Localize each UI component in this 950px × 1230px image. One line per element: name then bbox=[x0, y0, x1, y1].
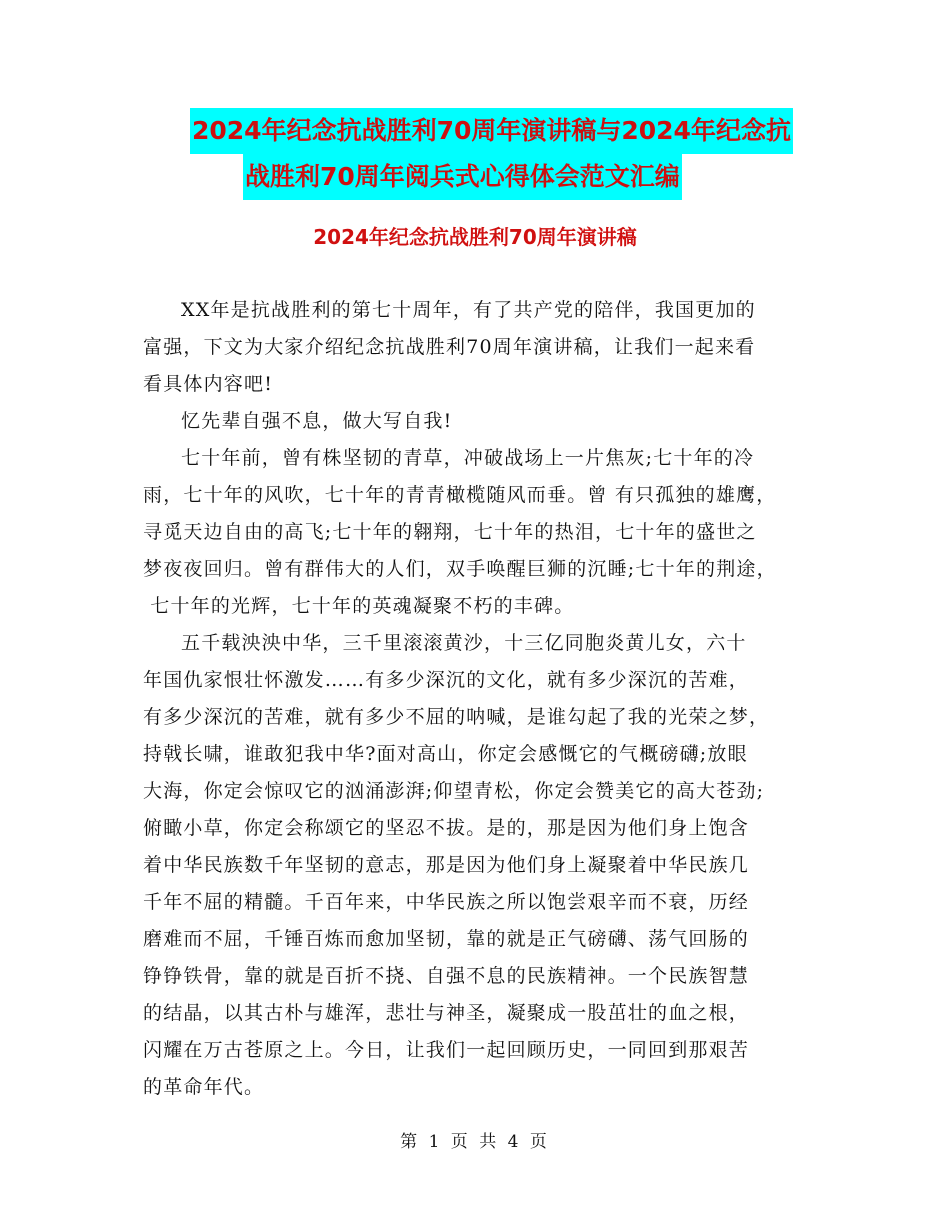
text-line: 俯瞰小草，你定会称颂它的坚忍不拔。是的，那是因为他们身上饱含 bbox=[143, 817, 750, 839]
text-line: 梦夜夜回归。曾有群伟大的人们，双手唤醒巨狮的沉睡;七十年的荆途， bbox=[143, 558, 777, 580]
paragraph-china bbox=[143, 625, 815, 1106]
title-line-1: 2024年纪念抗战胜利70周年演讲稿与2024年纪念抗 bbox=[190, 108, 793, 154]
text-line: 着中华民族数千年坚韧的意志，那是因为他们身上凝聚着中华民族几 bbox=[143, 854, 750, 876]
paragraph-slogan bbox=[143, 403, 815, 440]
text-line: 忆先辈自强不息，做大写自我! bbox=[181, 410, 453, 432]
text-line: 年国仇家恨壮怀激发……有多少深沉的文化，就有多少深沉的苦难， bbox=[143, 669, 750, 691]
body-text bbox=[143, 292, 815, 1106]
text-line: 的革命年代。 bbox=[143, 1076, 265, 1098]
text-line: 七十年前，曾有株坚韧的青草，冲破战场上一片焦灰;七十年的冷 bbox=[181, 447, 755, 469]
text-line: XX年是抗战胜利的第七十周年，有了共产党的陪伴，我国更加的 bbox=[181, 299, 756, 321]
title-line-2: 战胜利70周年阅兵式心得体会范文汇编 bbox=[243, 154, 682, 200]
text-line: 持戟长啸，谁敢犯我中华?面对高山，你定会感慨它的气概磅礴;放眼 bbox=[143, 743, 748, 765]
text-line: 的结晶，以其古朴与雄浑，悲壮与神圣，凝聚成一股茁壮的血之根， bbox=[143, 1002, 750, 1024]
text-line: 有多少深沉的苦难，就有多少不屈的呐喊，是谁勾起了我的光荣之梦， bbox=[143, 706, 770, 728]
paragraph-intro bbox=[143, 292, 815, 403]
text-line: 看具体内容吧! bbox=[143, 373, 274, 395]
paragraph-seventy-years bbox=[143, 440, 815, 625]
text-line: 七十年的光辉，七十年的英魂凝聚不朽的丰碑。 bbox=[143, 595, 575, 617]
page-footer: 第 1 页 共 4 页 bbox=[400, 1132, 550, 1152]
text-line: 闪耀在万古苍原之上。今日，让我们一起回顾历史，一同回到那艰苦 bbox=[143, 1039, 750, 1061]
text-line: 大海，你定会惊叹它的汹涌澎湃;仰望青松，你定会赞美它的高大苍劲; bbox=[143, 780, 765, 802]
section-heading: 2024年纪念抗战胜利70周年演讲稿 bbox=[313, 225, 637, 249]
text-line: 富强，下文为大家介绍纪念抗战胜利70周年演讲稿，让我们一起来看 bbox=[143, 336, 756, 358]
text-line: 铮铮铁骨，靠的就是百折不挠、自强不息的民族精神。一个民族智慧 bbox=[143, 965, 750, 987]
text-line: 千年不屈的精髓。千百年来，中华民族之所以饱尝艰辛而不衰，历经 bbox=[143, 891, 750, 913]
text-line: 磨难而不屈，千锤百炼而愈加坚韧，靠的就是正气磅礴、荡气回肠的 bbox=[143, 928, 750, 950]
text-line: 五千载泱泱中华，三千里滚滚黄沙，十三亿同胞炎黄儿女，六十 bbox=[181, 632, 747, 654]
text-line: 寻觅天边自由的高飞;七十年的翱翔，七十年的热泪，七十年的盛世之 bbox=[143, 521, 757, 543]
text-line: 雨，七十年的风吹，七十年的青青橄榄随风而垂。曾 有只孤独的雄鹰， bbox=[143, 484, 777, 506]
